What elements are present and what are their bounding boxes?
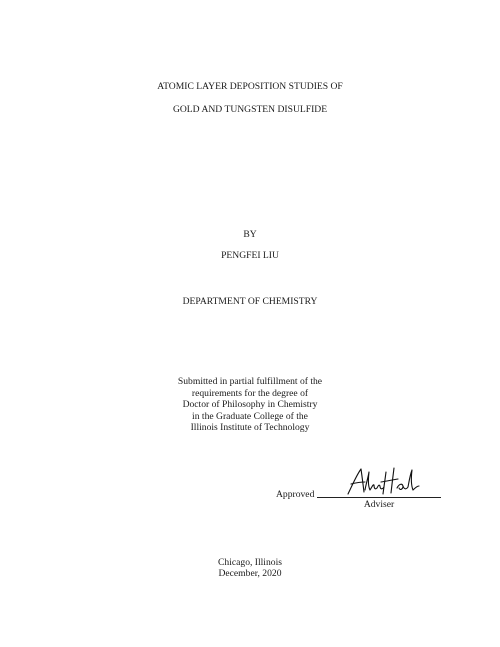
author-name: PENGFEI LIU	[221, 250, 279, 261]
signature-line	[317, 497, 441, 498]
approved-label: Approved	[276, 489, 315, 500]
thesis-title-line-1: ATOMIC LAYER DEPOSITION STUDIES OF	[157, 81, 343, 92]
submission-line: requirements for the degree of	[191, 387, 309, 399]
department-name: DEPARTMENT OF CHEMISTRY	[182, 296, 318, 307]
adviser-signature	[342, 464, 422, 500]
submission-line: Illinois Institute of Technology	[190, 422, 310, 434]
submission-date: December, 2020	[218, 568, 282, 579]
submission-statement	[0, 376, 500, 434]
submission-line: in the Graduate College of the	[192, 410, 308, 422]
by-label: BY	[243, 229, 257, 240]
submission-line: Submitted in partial fulfillment of the	[177, 376, 323, 387]
thesis-title-line-2: GOLD AND TUNGSTEN DISULFIDE	[172, 104, 328, 115]
location: Chicago, Illinois	[218, 557, 282, 568]
adviser-label: Adviser	[363, 499, 395, 510]
submission-line: Doctor of Philosophy in Chemistry	[182, 399, 318, 411]
